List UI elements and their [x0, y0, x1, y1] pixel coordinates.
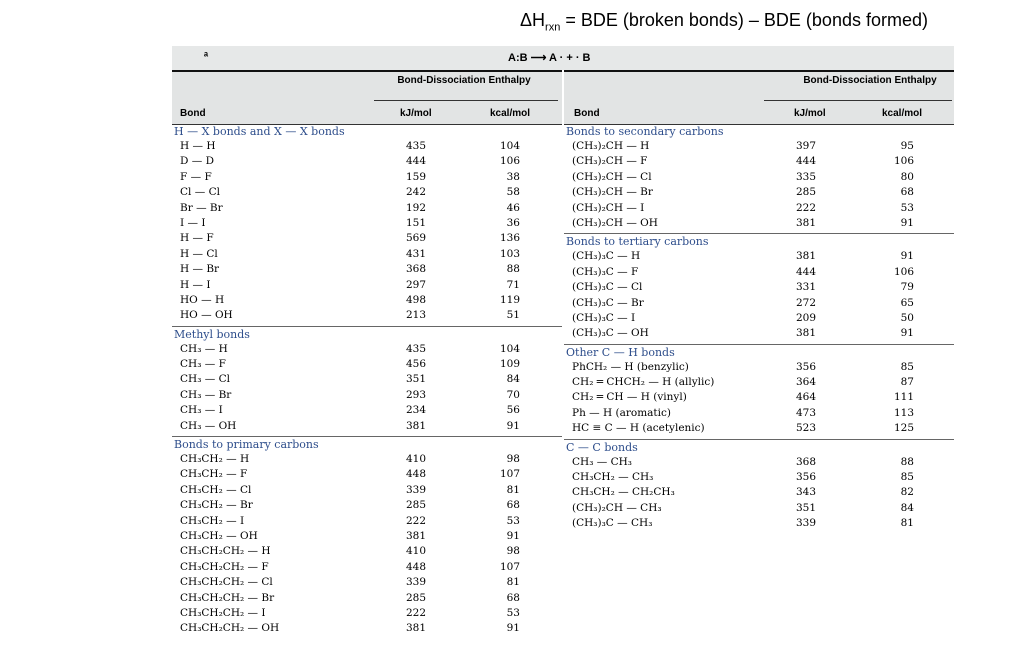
kcal-value-cell: 103 [499, 247, 520, 260]
bond-cell: (CH₃)₂CH — OH [572, 216, 658, 229]
table-row [564, 485, 954, 500]
kcal-value-cell: 111 [893, 391, 914, 404]
bond-cell: CH₃CH₂CH₂ — H [180, 545, 271, 558]
kj-value-cell: 272 [796, 296, 817, 309]
kcal-value-cell: 104 [499, 342, 520, 355]
bond-cell: Ph — H (aromatic) [572, 406, 671, 419]
table-row [564, 185, 954, 200]
kj-value-cell: 435 [406, 342, 427, 355]
kj-value-cell: 410 [406, 545, 427, 558]
kj-value-cell: 351 [796, 501, 817, 514]
table-title-bar [172, 46, 954, 70]
kcal-value-cell: 71 [506, 278, 520, 291]
table-row [172, 154, 562, 169]
bond-cell: (CH₃)₂CH — Cl [572, 170, 652, 183]
kcal-value-cell: 88 [506, 263, 520, 276]
kcal-value-cell: 107 [499, 468, 520, 481]
bond-cell: CH₃ — Cl [180, 373, 230, 386]
table-row [172, 467, 562, 482]
table-row [172, 419, 562, 434]
kcal-value-cell: 91 [506, 622, 520, 635]
kj-value-cell: 435 [406, 140, 427, 152]
table-row [564, 311, 954, 326]
kj-value-cell: 523 [796, 422, 817, 435]
table-row [564, 375, 954, 390]
bond-cell: (CH₃)₃C — H [572, 250, 641, 263]
kj-value-cell: 285 [406, 499, 427, 512]
table-row [564, 360, 954, 375]
kj-value-cell: 368 [796, 455, 817, 468]
kcal-value-cell: 81 [900, 517, 914, 530]
table-row [172, 560, 562, 575]
table-row [172, 514, 562, 529]
bond-cell: CH₂ ═ CHCH₂ — H (allylic) [572, 376, 715, 389]
bond-cell: CH₃CH₂ — OH [180, 529, 258, 542]
kj-value-cell: 456 [406, 358, 427, 371]
table-row [564, 390, 954, 405]
kj-value-cell: 351 [406, 373, 427, 386]
kj-value-cell: 498 [406, 293, 427, 306]
right-column-header [564, 70, 954, 125]
formula-prefix: ΔH [520, 10, 546, 30]
bond-cell: HC ≡ C — H (acetylenic) [572, 422, 705, 435]
kcal-value-cell: 109 [499, 358, 520, 371]
kj-value-cell: 569 [406, 232, 427, 245]
bond-cell: CH₃ — I [180, 404, 223, 417]
bond-cell: CH₃CH₂CH₂ — Br [180, 591, 275, 604]
col-header-kj: kJ/mol [794, 108, 826, 119]
table-row [172, 403, 562, 418]
kcal-value-cell: 95 [900, 140, 914, 152]
kj-value-cell: 410 [406, 453, 427, 466]
table-section [564, 124, 954, 234]
bond-cell: CH₃CH₂ — Cl [180, 483, 252, 496]
kcal-value-cell: 70 [506, 388, 520, 401]
kcal-value-cell: 85 [900, 471, 914, 484]
table-row [172, 278, 562, 293]
bond-cell: (CH₃)₂CH — CH₃ [572, 501, 662, 514]
bond-cell: H — Br [180, 263, 220, 276]
table-row [564, 455, 954, 470]
bond-cell: Br — Br [180, 201, 223, 214]
kj-value-cell: 192 [406, 201, 427, 214]
kcal-value-cell: 82 [900, 486, 914, 499]
table-row [172, 372, 562, 387]
table-row [564, 139, 954, 154]
kj-value-cell: 293 [406, 388, 427, 401]
table-row [172, 498, 562, 513]
bond-cell: CH₃CH₂ — H [180, 453, 250, 466]
kj-value-cell: 234 [406, 404, 427, 417]
kj-value-cell: 222 [796, 201, 817, 214]
kcal-value-cell: 107 [499, 560, 520, 573]
kcal-value-cell: 58 [506, 186, 520, 199]
table-row [172, 262, 562, 277]
table-row [564, 406, 954, 421]
bond-cell: H — Cl [180, 247, 218, 260]
kj-value-cell: 431 [406, 247, 427, 260]
kcal-value-cell: 98 [506, 545, 520, 558]
table-row [172, 452, 562, 467]
bond-cell: (CH₃)₃C — OH [572, 327, 649, 340]
dissociation-equation: A:B ⟶ A · + · B [508, 52, 591, 64]
bond-cell: (CH₃)₂CH — Br [572, 186, 653, 199]
kj-value-cell: 381 [796, 216, 817, 229]
table-section [564, 234, 954, 344]
bond-cell: (CH₃)₃C — I [572, 311, 636, 324]
bond-cell: HO — H [180, 293, 225, 306]
table-row [172, 293, 562, 308]
kcal-value-cell: 104 [499, 140, 520, 152]
kj-value-cell: 335 [796, 170, 817, 183]
kj-value-cell: 343 [796, 486, 817, 499]
section-title: Bonds to tertiary carbons [566, 235, 709, 249]
table-row [172, 606, 562, 621]
kj-value-cell: 464 [796, 391, 817, 404]
bond-cell: CH₃CH₂ — Br [180, 499, 253, 512]
kcal-value-cell: 98 [506, 453, 520, 466]
col-header-kj: kJ/mol [400, 108, 432, 119]
kj-value-cell: 448 [406, 468, 427, 481]
bond-cell: H — I [180, 278, 211, 291]
kcal-value-cell: 46 [506, 201, 520, 214]
table-row [172, 388, 562, 403]
kj-value-cell: 381 [796, 327, 817, 340]
kcal-value-cell: 125 [893, 422, 914, 435]
bde-table [172, 46, 954, 652]
enthalpy-group-label: Bond-Dissociation Enthalpy [397, 75, 531, 86]
table-section [172, 437, 562, 639]
kcal-value-cell: 81 [506, 576, 520, 589]
section-title: Bonds to secondary carbons [566, 125, 724, 138]
kj-value-cell: 331 [796, 281, 817, 294]
kcal-value-cell: 88 [900, 455, 914, 468]
col-header-bond: Bond [180, 108, 206, 119]
table-row [564, 421, 954, 436]
kj-value-cell: 339 [406, 576, 427, 589]
table-row [172, 247, 562, 262]
kj-value-cell: 285 [406, 591, 427, 604]
kcal-value-cell: 53 [506, 514, 520, 527]
bond-cell: CH₂ ═ CH — H (vinyl) [572, 391, 687, 404]
table-row [172, 591, 562, 606]
table-row [564, 216, 954, 231]
table-row [172, 216, 562, 231]
kcal-value-cell: 136 [499, 232, 520, 245]
kcal-value-cell: 119 [499, 293, 520, 306]
kcal-value-cell: 53 [506, 606, 520, 619]
bond-cell: CH₃CH₂CH₂ — F [180, 560, 269, 573]
bond-cell: CH₃CH₂CH₂ — OH [180, 622, 280, 635]
bond-cell: Cl — Cl [180, 186, 220, 199]
kcal-value-cell: 91 [506, 419, 520, 432]
bond-cell: H — H [180, 140, 216, 152]
kj-value-cell: 339 [406, 483, 427, 496]
kj-value-cell: 381 [406, 529, 427, 542]
table-row [172, 483, 562, 498]
kcal-value-cell: 56 [506, 404, 520, 417]
col-header-kcal: kcal/mol [490, 108, 531, 119]
kj-value-cell: 444 [796, 155, 817, 168]
kcal-value-cell: 38 [506, 170, 520, 183]
table-row [564, 249, 954, 264]
bond-cell: F — F [180, 170, 212, 183]
table-row [172, 308, 562, 323]
table-row [172, 575, 562, 590]
kj-value-cell: 159 [406, 170, 427, 183]
kj-value-cell: 209 [796, 311, 817, 324]
table-row [172, 139, 562, 154]
kcal-value-cell: 106 [499, 155, 520, 168]
table-row [172, 231, 562, 246]
kcal-value-cell: 68 [506, 499, 520, 512]
left-table-pane [172, 124, 562, 639]
bond-cell: D — D [180, 155, 215, 168]
table-row [564, 170, 954, 185]
col-header-bond: Bond [574, 108, 600, 119]
bond-cell: (CH₃)₃C — Cl [572, 281, 643, 294]
table-section [172, 124, 562, 327]
footnote-mark: ᵃ [204, 50, 209, 62]
table-section [564, 440, 954, 534]
kcal-value-cell: 53 [900, 201, 914, 214]
bond-cell: (CH₃)₂CH — H [572, 140, 650, 152]
table-row [564, 501, 954, 516]
kcal-value-cell: 91 [900, 216, 914, 229]
bond-cell: CH₃CH₂CH₂ — Cl [180, 576, 273, 589]
table-row [564, 296, 954, 311]
kj-value-cell: 297 [406, 278, 427, 291]
bond-cell: HO — OH [180, 309, 233, 322]
bond-cell: CH₃CH₂ — CH₂CH₃ [572, 486, 675, 499]
enthalpy-group-label: Bond-Dissociation Enthalpy [803, 75, 937, 86]
section-title: Bonds to primary carbons [174, 438, 319, 452]
kcal-value-cell: 106 [893, 265, 914, 278]
bond-cell: (CH₃)₃C — CH₃ [572, 517, 653, 530]
table-row [564, 265, 954, 280]
table-section [172, 327, 562, 437]
table-section [564, 345, 954, 440]
kj-value-cell: 151 [406, 216, 427, 229]
kcal-value-cell: 68 [900, 186, 914, 199]
table-row [172, 170, 562, 185]
table-row [564, 280, 954, 295]
bond-cell: CH₃CH₂ — I [180, 514, 245, 527]
kcal-value-cell: 65 [900, 296, 914, 309]
kcal-value-cell: 91 [900, 327, 914, 340]
table-row [564, 470, 954, 485]
kcal-value-cell: 81 [506, 483, 520, 496]
kcal-value-cell: 84 [506, 373, 520, 386]
kcal-value-cell: 50 [900, 311, 914, 324]
table-row [564, 326, 954, 341]
group-underline [374, 100, 558, 101]
kj-value-cell: 213 [406, 309, 427, 322]
kj-value-cell: 381 [406, 622, 427, 635]
section-title: Other C — H bonds [566, 345, 675, 359]
table-row [564, 201, 954, 216]
kcal-value-cell: 91 [900, 250, 914, 263]
kj-value-cell: 473 [796, 406, 817, 419]
kj-value-cell: 444 [406, 155, 427, 168]
kj-value-cell: 356 [796, 360, 817, 373]
table-row [172, 185, 562, 200]
table-row [172, 201, 562, 216]
kcal-value-cell: 87 [900, 376, 914, 389]
table-row [172, 357, 562, 372]
col-header-kcal: kcal/mol [882, 108, 923, 119]
table-row [172, 342, 562, 357]
bond-cell: PhCH₂ — H (benzylic) [572, 360, 689, 373]
kj-value-cell: 339 [796, 517, 817, 530]
formula-rest: = BDE (broken bonds) – BDE (bonds formed) [560, 10, 928, 30]
kj-value-cell: 242 [406, 186, 427, 199]
formula-subscript: rxn [545, 21, 561, 34]
kj-value-cell: 222 [406, 514, 427, 527]
kj-value-cell: 381 [796, 250, 817, 263]
section-title: Methyl bonds [174, 327, 250, 341]
table-row [564, 154, 954, 169]
bond-cell: CH₃ — H [180, 342, 228, 355]
bond-cell: CH₃CH₂CH₂ — I [180, 606, 266, 619]
bond-cell: (CH₃)₃C — F [572, 265, 639, 278]
table-row [172, 544, 562, 559]
bond-cell: CH₃CH₂ — F [180, 468, 248, 481]
table-row [564, 516, 954, 531]
table-row [172, 621, 562, 636]
section-title: H — X bonds and X — X bonds [174, 125, 345, 138]
kj-value-cell: 356 [796, 471, 817, 484]
bond-cell: CH₃ — Br [180, 388, 232, 401]
kj-value-cell: 285 [796, 186, 817, 199]
kcal-value-cell: 84 [900, 501, 914, 514]
bond-cell: (CH₃)₃C — Br [572, 296, 644, 309]
kcal-value-cell: 51 [506, 309, 520, 322]
kj-value-cell: 381 [406, 419, 427, 432]
bond-cell: CH₃CH₂ — CH₃ [572, 471, 654, 484]
kcal-value-cell: 91 [506, 529, 520, 542]
bond-cell: (CH₃)₂CH — F [572, 155, 648, 168]
kj-value-cell: 444 [796, 265, 817, 278]
kj-value-cell: 364 [796, 376, 817, 389]
kcal-value-cell: 80 [900, 170, 914, 183]
left-column-header [172, 70, 562, 125]
bond-cell: H — F [180, 232, 214, 245]
bde-formula [520, 10, 928, 34]
kcal-value-cell: 68 [506, 591, 520, 604]
bond-cell: I — I [180, 216, 206, 229]
kj-value-cell: 222 [406, 606, 427, 619]
section-title: C — C bonds [566, 440, 638, 454]
bond-cell: CH₃ — F [180, 358, 226, 371]
kcal-value-cell: 36 [506, 216, 520, 229]
kcal-value-cell: 113 [893, 406, 914, 419]
kj-value-cell: 448 [406, 560, 427, 573]
kcal-value-cell: 85 [900, 360, 914, 373]
right-table-pane [564, 124, 954, 534]
group-underline [764, 100, 952, 101]
bond-cell: CH₃ — CH₃ [572, 455, 632, 468]
kj-value-cell: 397 [796, 140, 817, 152]
kcal-value-cell: 79 [900, 281, 914, 294]
bond-cell: (CH₃)₂CH — I [572, 201, 645, 214]
table-row [172, 529, 562, 544]
kcal-value-cell: 106 [893, 155, 914, 168]
bond-cell: CH₃ — OH [180, 419, 237, 432]
kj-value-cell: 368 [406, 263, 427, 276]
